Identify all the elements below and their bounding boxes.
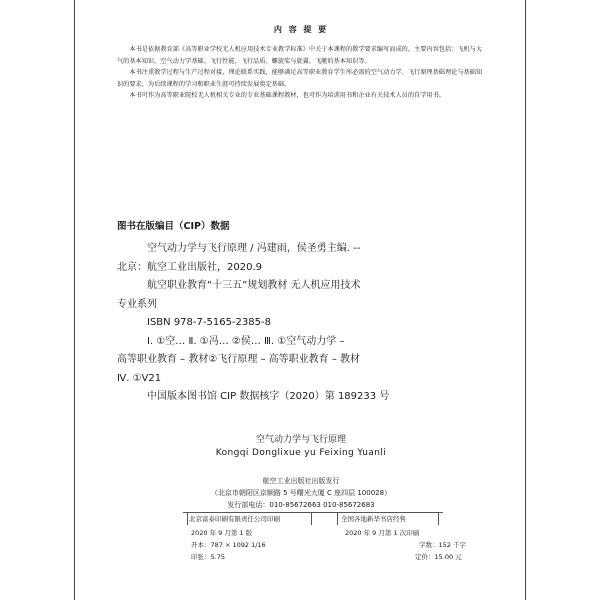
cip-line: 中国版本图书馆 CIP 数据核字（2020）第 189233 号 [147,391,390,402]
word-count: 字数：152 千字 [419,541,466,549]
cip-line: 空气动力学与飞行原理 / 冯建雨，侯圣勇主编. -- [147,243,361,254]
price: 定价：15.00 元 [415,553,462,561]
publisher-address: （北京市朝阳区京顺路 5 号曙光大厦 C 座四层 100028） [210,489,392,497]
copyright-page [74,0,526,600]
printing: 2020 年 9 月第 1 次印刷 [345,529,420,537]
cip-line: Ⅳ. ①V21 [117,372,162,384]
cip-line: Ⅰ. ①空… Ⅱ. ①冯… ②侯… Ⅲ. ①空气动力学 – [147,335,345,347]
cip-line: 高等职业教育 – 教材②飞行原理 – 高等职业教育 – 教材 [117,354,361,365]
summary-paragraph: 本书可作为高等职业院校无人机相关专业的专业基础课程教材，也可作为培训用书和企业有关技术人员的自学用书。 [129,92,445,99]
book-format: 开本：787 × 1092 1/16 [191,541,266,549]
summary-paragraph: 本书注重教学过程与生产过程对接，理论联系实践，能够满足高等职业教育学生所必需的空气动力学、飞行原理基础理论与基础知识的要求，为后续课程的学习和职业生涯可持续发展奠定基础。 [117,69,483,88]
publisher-name: 航空工业出版社出版发行 [262,477,340,485]
cip-line: 航空职业教育“十三五”规划教材 无人机应用技术 [147,280,361,291]
publisher-phones: 发行部电话：010-85672663 010-85672683 [227,501,375,509]
cip-record [117,240,527,407]
book-title-pinyin: Kongqi Donglixue yu Feixing Yuanli [215,448,387,458]
printer: 北京富泰印刷有限责任公司印刷 [189,515,280,523]
summary-text [117,44,487,102]
distributor: 全国各地新华书店经售 [341,515,406,523]
cip-line: 北京：航空工业出版社，2020.9 [117,261,262,273]
cip-line: ISBN 978-7-5165-2385-8 [147,317,271,328]
edition: 2020 年 9 月第 1 版 [191,529,253,537]
summary-paragraph: 本书是依据教育部《高等职业学校无人机应用技术专业教学标准》中关于本课程的教学要求编写而成的，主要内容包括：飞机与大气的基本知识、空气动力学基础、飞行性能、飞行品质、螺旋桨与旋翼、飞艇的基本知识等。 [117,46,483,65]
summary-title: 内 容 提 要 [273,25,329,34]
book-title: 空气动力学与飞行原理 [255,435,346,445]
print-sheets: 印张：5.75 [191,553,225,561]
cip-line: 专业系列 [117,298,157,310]
cip-heading: 图书在版编目（CIP）数据 [117,221,230,232]
